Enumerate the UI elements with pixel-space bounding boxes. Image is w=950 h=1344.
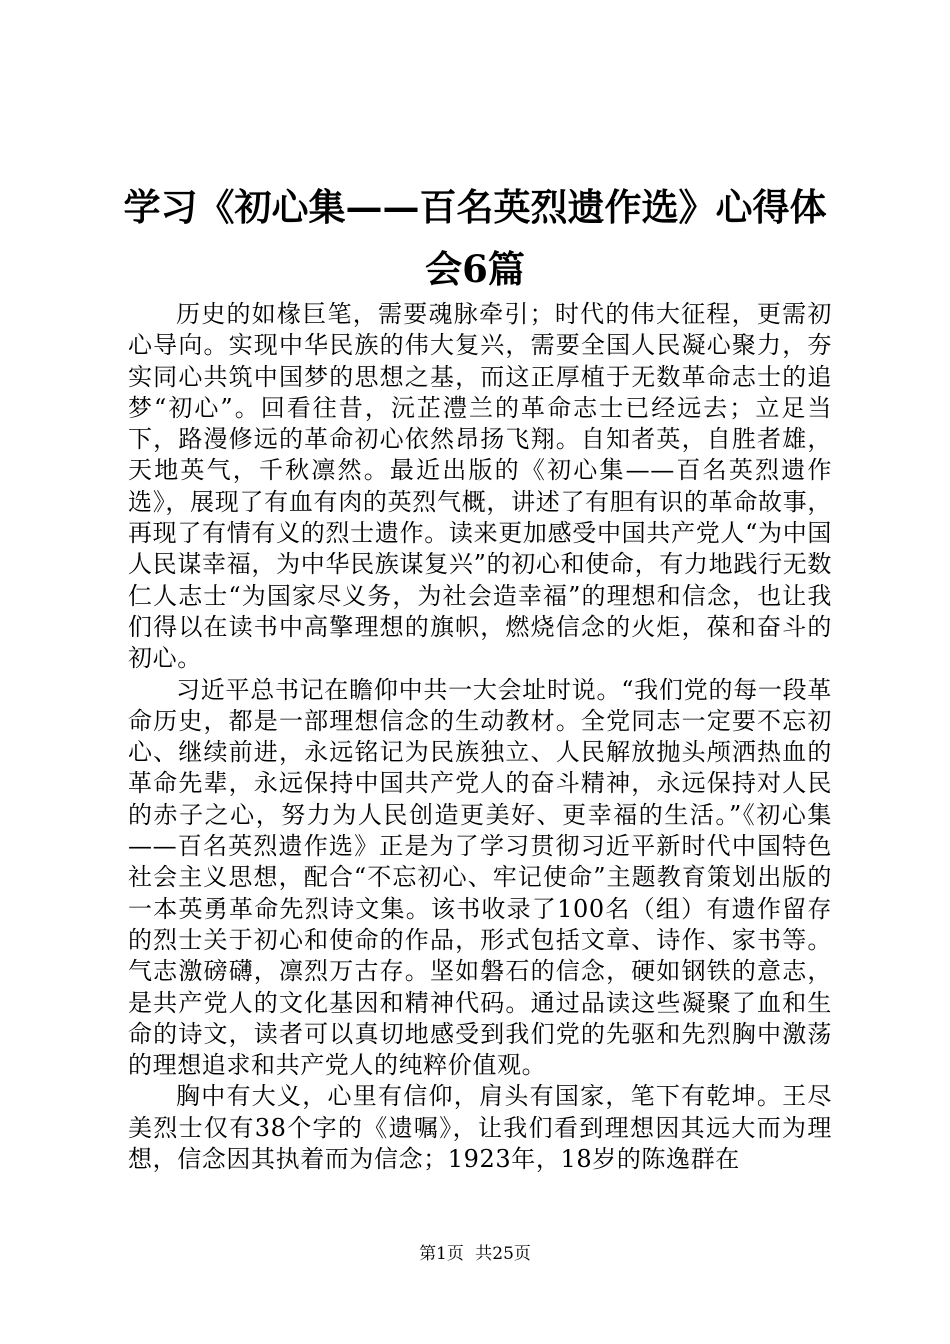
- paragraph-1: 历史的如椽巨笔，需要魂脉牵引；时代的伟大征程，更需初心导向。实现中华民族的伟大复兴，需要全国人民凝心聚力，夯实同心共筑中国梦的思想之基，而这正厚植于无数革命志士的追梦“初心”。回看往昔，沅芷澧兰的革命志士已经远去；立足当下，路漫修远的革命初心依然昂扬飞翔。自知者英，自胜者雄，天地英气，千秋凛然。最近出版的《初心集——百名英烈遗作选》，展现了有血有肉的英烈气概，讲述了有胆有识的革命故事，再现了有情有义的烈士遗作。读来更加感受中国共产党人“为中国人民谋幸福，为中华民族谋复兴”的初心和使命，有力地践行无数仁人志士“为国家尽义务，为社会造幸福”的理想和信念，也让我们得以在读书中高擎理想的旗帜，燃烧信念的火炬，葆和奋斗的初心。: [128, 300, 832, 673]
- page-footer: [0, 1243, 950, 1265]
- paragraph-3: 胸中有大义，心里有信仰，肩头有国家，笔下有乾坤。王尽美烈士仅有38个字的《遗嘱》，让我们看到理想因其远大而为理想，信念因其执着而为信念；1923年，18岁的陈逸群在: [128, 1082, 832, 1174]
- paragraph-2: 习近平总书记在瞻仰中共一大会址时说。“我们党的每一段革命历史，都是一部理想信念的生动教材。全党同志一定要不忘初心、继续前进，永远铭记为民族独立、人民解放抛头颅洒热血的革命先辈，永远保持中国共产党人的奋斗精神，永远保持对人民的赤子之心，努力为人民创造更美好、更幸福的生活。”《初心集——百名英烈遗作选》正是为了学习贯彻习近平新时代中国特色社会主义思想，配合“不忘初心、牢记使命”主题教育策划出版的一本英勇革命先烈诗文集。该书收录了100名（组）有遗作留存的烈士关于初心和使命的作品，形式包括文章、诗作、家书等。气志激磅礴，凛烈万古存。坚如磐石的信念，硬如钢铁的意志，是共产党人的文化基因和精神代码。通过品读这些凝聚了血和生命的诗文，读者可以真切地感受到我们党的先驱和先烈胸中激荡的理想追求和共产党人的纯粹价值观。: [128, 675, 832, 1080]
- document-title: 学习《初心集——百名英烈遗作选》心得体会6篇: [123, 185, 827, 291]
- document-body: [128, 299, 832, 1175]
- page-number: 第1页: [419, 1244, 464, 1264]
- page-total: 共25页: [475, 1244, 531, 1264]
